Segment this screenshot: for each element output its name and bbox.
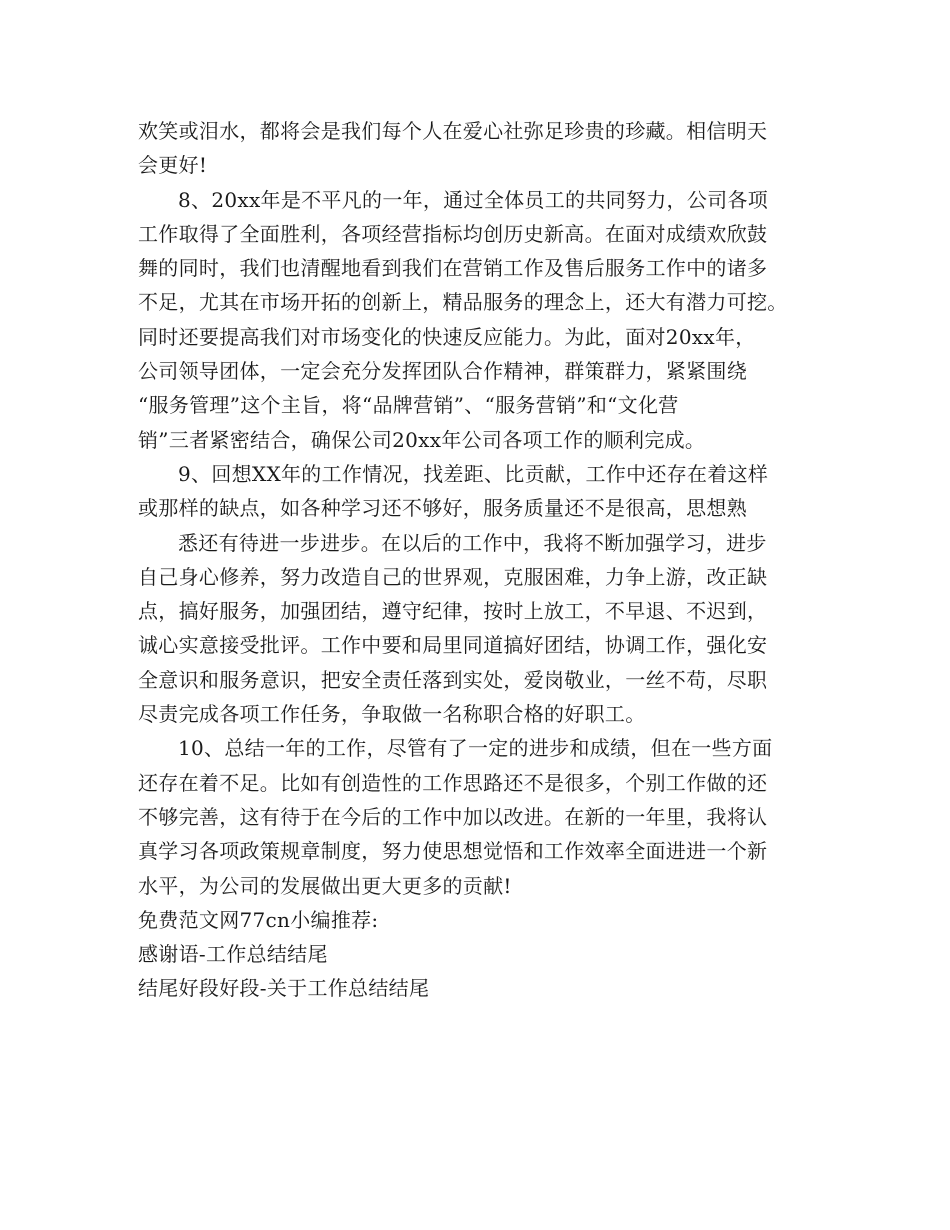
- text-line: 9、回想XX年的工作情况，找差距、比贡献，工作中还存在着这样: [178, 461, 769, 486]
- text-line: 同时还要提高我们对市场变化的快速反应能力。为此，面对20xx年，: [138, 324, 756, 349]
- text-line: 公司领导团体，一定会充分发挥团队合作精神，群策群力，紧紧围绕: [138, 359, 747, 384]
- text-line: 诚心实意接受批评。工作中要和局里同道搞好团结，协调工作，强化安: [138, 633, 768, 658]
- text-line: 点，搞好服务，加强团结，遵守纪律，按时上放工，不早退、不迟到，: [138, 599, 768, 624]
- text-line: 舞的同时，我们也清醒地看到我们在营销工作及售后服务工作中的诸多: [138, 256, 768, 281]
- text-line: 感谢语-工作总结结尾: [138, 942, 328, 967]
- text-line: 不够完善，这有待于在今后的工作中加以改进。在新的一年里，我将认: [138, 804, 768, 829]
- text-line: 自己身心修养，努力改造自己的世界观，克服困难，力争上游，改正缺: [138, 564, 768, 589]
- text-line: 或那样的缺点，如各种学习还不够好，服务质量还不是很高，思想熟: [138, 496, 747, 521]
- text-line: 结尾好段好段-关于工作总结结尾: [138, 976, 430, 1001]
- text-line: 工作取得了全面胜利，各项经营指标均创历史新高。在面对成绩欢欣鼓: [138, 221, 768, 246]
- text-line: 尽责完成各项工作任务，争取做一名称职合格的好职工。: [138, 702, 646, 727]
- text-line: 悉还有待进一步进步。在以后的工作中，我将不断加强学习，进步: [178, 530, 767, 555]
- document-body: [138, 114, 822, 1006]
- text-line: “服务管理”这个主旨，将“品牌营销”、“服务营销”和“文化营: [138, 393, 679, 418]
- text-line: 8、20xx年是不平凡的一年，通过全体员工的共同努力，公司各项: [178, 187, 769, 212]
- text-line: 水平，为公司的发展做出更大更多的贡献!: [138, 873, 512, 898]
- text-line: 销”三者紧密结合，确保公司20xx年公司各项工作的顺利完成。: [138, 427, 706, 452]
- text-line: 不足，尤其在市场开拓的创新上，精品服务的理念上，还大有潜力可挖。: [138, 290, 788, 315]
- text-line: 10、总结一年的工作，尽管有了一定的进步和成绩，但在一些方面: [178, 736, 773, 761]
- text-line: 全意识和服务意识，把安全责任落到实处，爱岗敬业，一丝不苟，尽职: [138, 667, 768, 692]
- text-line: 欢笑或泪水，都将会是我们每个人在爱心社弥足珍贵的珍藏。相信明天: [138, 119, 768, 143]
- text-line: 还存在着不足。比如有创造性的工作思路还不是很多，个别工作做的还: [138, 770, 768, 795]
- text-line: 免费范文网77cn小编推荐:: [138, 907, 379, 932]
- text-line: 会更好!: [138, 153, 208, 178]
- text-line: 真学习各项政策规章制度，努力使思想觉悟和工作效率全面进进一个新: [138, 839, 768, 864]
